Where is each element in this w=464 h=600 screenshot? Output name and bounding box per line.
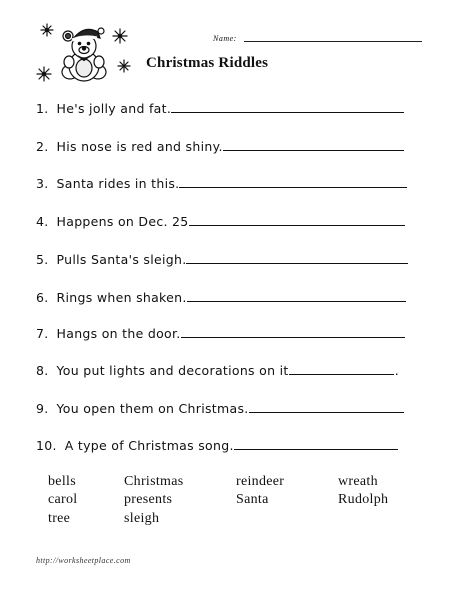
- riddle-item-3: [36, 175, 407, 191]
- riddle-text: Santa rides in this.: [56, 176, 180, 191]
- riddle-text: You open them on Christmas.: [56, 401, 249, 416]
- riddle-number: 5.: [36, 252, 49, 267]
- riddle-text: A type of Christmas song.: [64, 438, 234, 453]
- word-bank-item: Rudolph: [338, 492, 389, 507]
- riddle-number: 10.: [36, 438, 57, 453]
- answer-blank[interactable]: [289, 374, 394, 375]
- riddle-item-7: [36, 325, 405, 341]
- riddle-text: Hangs on the door.: [56, 326, 181, 341]
- riddle-number: 4.: [36, 214, 49, 229]
- riddle-text: Rings when shaken.: [56, 290, 187, 305]
- riddle-item-1: [36, 100, 404, 116]
- riddle-item-9: [36, 400, 404, 416]
- word-bank-item: tree: [48, 511, 71, 526]
- word-bank-item: reindeer: [236, 474, 285, 489]
- answer-blank[interactable]: [189, 225, 405, 226]
- riddle-text: Happens on Dec. 25: [56, 214, 189, 229]
- riddle-item-10: [36, 437, 398, 453]
- riddle-item-5: [36, 251, 408, 267]
- riddle-number: 9.: [36, 401, 49, 416]
- riddle-punctuation: .: [394, 363, 399, 378]
- riddle-number: 6.: [36, 290, 49, 305]
- name-input-line[interactable]: [244, 41, 422, 42]
- answer-blank[interactable]: [187, 301, 406, 302]
- footer-url[interactable]: http://worksheetplace.com: [36, 556, 131, 565]
- answer-blank[interactable]: [186, 263, 408, 264]
- riddle-item-4: [36, 213, 405, 229]
- riddle-number: 7.: [36, 326, 49, 341]
- riddle-text: He's jolly and fat.: [56, 101, 172, 116]
- riddle-text: Pulls Santa's sleigh.: [56, 252, 187, 267]
- word-bank-item: bells: [48, 474, 76, 489]
- answer-blank[interactable]: [223, 150, 404, 151]
- teddy-bear-icon: [36, 22, 132, 88]
- riddle-text: His nose is red and shiny.: [56, 139, 223, 154]
- answer-blank[interactable]: [249, 412, 404, 413]
- word-bank-item: wreath: [338, 474, 378, 489]
- page-title: Christmas Riddles: [146, 55, 269, 71]
- answer-blank[interactable]: [234, 449, 398, 450]
- answer-blank[interactable]: [181, 337, 405, 338]
- riddle-item-6: [36, 289, 406, 305]
- riddle-number: 3.: [36, 176, 49, 191]
- answer-blank[interactable]: [179, 187, 407, 188]
- riddle-number: 1.: [36, 101, 49, 116]
- word-bank-item: presents: [124, 492, 173, 507]
- riddle-number: 2.: [36, 139, 49, 154]
- word-bank-item: Christmas: [124, 474, 184, 489]
- name-label: Name:: [213, 34, 237, 43]
- riddle-item-8: [36, 362, 399, 378]
- word-bank-item: Santa: [236, 492, 269, 507]
- word-bank-item: carol: [48, 492, 78, 507]
- riddle-number: 8.: [36, 363, 49, 378]
- word-bank-item: sleigh: [124, 511, 160, 526]
- riddle-item-2: [36, 138, 404, 154]
- riddle-text: You put lights and decorations on it: [56, 363, 289, 378]
- answer-blank[interactable]: [171, 112, 404, 113]
